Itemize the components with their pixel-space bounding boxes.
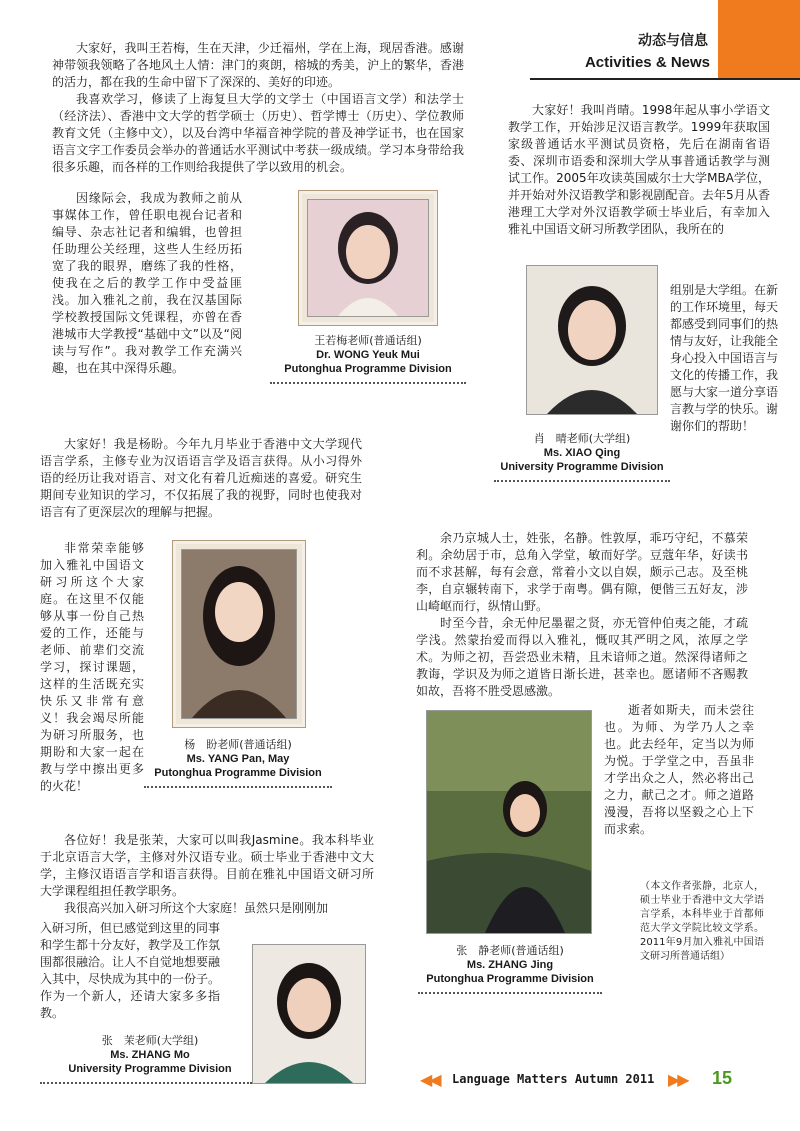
yang-caption-rule [144, 786, 332, 788]
zhangmo-intro [40, 832, 374, 917]
zhangmo-paragraph-2b: 入研习所，但已感觉到这里的同事和学生都十分友好，教学及工作氛围都很融洽。让人不自觉地想要融入其中，尽快成为其中的一份子。作为一个新人，还请大家多多指教。 [40, 921, 221, 1020]
zhangjing-caption-zh: 张 静老师(普通话组) [456, 944, 564, 957]
zhangjing-portrait [426, 710, 592, 934]
wong-portrait [307, 199, 429, 317]
header-section-zh: 动态与信息 [638, 33, 708, 49]
zhangmo-narrow-paragraph [40, 920, 220, 1022]
yang-caption-zh: 杨 盼老师(普通话组) [184, 738, 292, 751]
zhangjing-intro [416, 530, 748, 700]
wong-narrow-paragraph [52, 190, 242, 377]
wong-paragraph-2: 我喜欢学习，修读了上海复旦大学的文学士（中国语言文学）和法学士（经济法）、香港中文大学的哲学硕士（历史）、哲学博士（历史）、学位教师教育文凭（主修中文），以及台湾中华福音神学院的普及神学证书，也在国家语言文字工作委员会举办的普通话水平测试中考获一级成绩。学习本身带给我很多乐趣，而各样的工作则给我提供了学以致用的机会。 [52, 92, 464, 174]
portrait-icon [182, 550, 296, 718]
xiao-portrait [526, 265, 658, 415]
portrait-icon [527, 266, 657, 414]
xiao-caption-name: Ms. XIAO Qing [543, 447, 621, 459]
wong-caption-rule [270, 382, 466, 384]
yang-portrait [181, 549, 297, 719]
yang-caption [144, 738, 332, 780]
wong-paragraph-3: 因缘际会，我成为教师之前从事媒体工作，曾任职电视台记者和编导、杂志社记者和编辑，也曾担任助理公关经理，这些人生经历拓宽了我的眼界，磨练了我的性格，使我在之后的教学工作中受益匪浅。加入雅礼之前，我在汉基国际学校教授国际文凭课程，亦曾在香港城市大学教授“基础中文”以及“阅读与写作”。我对教学工作充满兴趣，也在其中深得乐趣。 [52, 191, 242, 375]
zhangjing-author-note: （本文作者张静，北京人，硕士毕业于香港中文大学语言学系，本科毕业于首都师范大学文学院比较文学系。2011年9月加入雅礼中国语文研习所普通话组） [640, 881, 764, 962]
zhangjing-paragraph-3: 逝者如斯夫，而未尝往也。为师、为学乃人之幸也。此去经年，定当以为师为悦。于学堂之中，吾虽非才学出众之人，然必将出己之力，献己之才。师之道路漫漫，吾将以坚毅之心上下而求索。 [604, 703, 754, 836]
xiao-caption [494, 432, 670, 474]
header-accent-block [718, 0, 800, 78]
zhangjing-caption-rule [418, 992, 602, 994]
zhangmo-portrait [252, 944, 366, 1084]
zhangmo-caption [58, 1034, 242, 1076]
yang-narrow-paragraph [40, 540, 144, 795]
xiao-paragraph-2: 组别是大学组。在新的工作环境里，每天都感受到同事们的热情与友好，让我能全身心投入中国语言与文化的传播工作，我愿与大家一道分享语言教与学的快乐。谢谢你们的帮助！ [670, 283, 779, 433]
zhangjing-caption-division: Putonghua Programme Division [426, 973, 594, 985]
wong-intro [52, 40, 464, 176]
xiao-intro [508, 102, 770, 238]
wong-paragraph-1: 大家好，我叫王若梅，生在天津，少迁福州，学在上海，现居香港。感谢神带领我领略了各地风土人情：津门的爽朗，榕城的秀美，沪上的繁华，香港的活力，都在我的生命中留下了深深的、美好的印迹。 [52, 41, 464, 89]
xiao-narrow-paragraph [670, 282, 778, 435]
zhangjing-caption-name: Ms. ZHANG Jing [466, 959, 554, 971]
yang-photo-frame [172, 540, 306, 728]
wong-caption-zh: 王若梅老师(普通话组) [314, 334, 422, 347]
zhangmo-caption-rule [40, 1082, 252, 1084]
yang-caption-division: Putonghua Programme Division [154, 767, 322, 779]
yang-caption-name: Ms. YANG Pan, May [186, 753, 290, 765]
zhangjing-paragraph-2: 时至今昔，余无仲尼墨翟之贤，亦无管仲伯夷之能，才疏学浅。然蒙抬爱而得以入雅礼，慨叹其严明之风，浓厚之学术。为师之初，吾尝恐业未精，且未谙师之道。然深得诸师之教诲，学识及为师之道皆日渐长进，甚幸也。愿诸师不吝赐教如故，吾将不胜受恩感激。 [416, 616, 748, 698]
zhangjing-caption [418, 944, 602, 986]
xiao-caption-rule [494, 480, 670, 482]
header-section-en: Activities & News [584, 54, 710, 71]
xiao-caption-division: University Programme Division [500, 461, 664, 473]
zhangjing-narrow-paragraph [604, 702, 754, 838]
zhangmo-caption-name: Ms. ZHANG Mo [110, 1049, 190, 1061]
zhangmo-paragraph-1: 各位好！我是张茉，大家可以叫我Jasmine。我本科毕业于北京语言大学，主修对外汉语专业。硕士毕业于香港中文大学，主修汉语语言学和语言获得。目前在雅礼中国语文研习所大学课程组担任教学职务。 [40, 833, 374, 898]
footer-left-arrows-icon: ◀◀ [420, 1070, 439, 1089]
wong-caption [270, 334, 466, 376]
zhangjing-paragraph-1: 余乃京城人士，姓张，名静。性敦厚，乖巧守纪，不慕荣利。余幼居于市，总角入学堂，敏而好学。豆蔻年华，好读书而不求甚解，每有会意，常着小文以自娱，颇示己志。及至桃李，自京辗转南下，求学于南粤。偶有隙，便偕三五好友，涉山崎岖而行，纵情山野。 [416, 531, 748, 613]
footer-publication: Language Matters Autumn 2011 [452, 1072, 655, 1086]
zhangmo-paragraph-2a: 我很高兴加入研习所这个大家庭！虽然只是刚刚加 [64, 901, 329, 915]
zhangmo-caption-division: University Programme Division [68, 1063, 232, 1075]
yang-paragraph-2: 非常荣幸能够加入雅礼中国语文研习所这个大家庭。在这里不仅能够从事一份自己热爱的工作，还能与老师、前辈们交流学习，探讨课题，这样的生活既充实快乐又非常有意义！我会竭尽所能为研习所服务，也期盼和大家一起在教与学中擦出更多的火花！ [40, 541, 144, 793]
footer-page-number: 15 [712, 1068, 733, 1088]
portrait-icon [427, 711, 591, 933]
xiao-caption-zh: 肖 晴老师(大学组) [533, 432, 631, 445]
portrait-icon [253, 945, 365, 1083]
yang-intro [40, 436, 362, 521]
footer-right-arrows-icon: ▶▶ [668, 1070, 687, 1089]
zhangmo-caption-zh: 张 茉老师(大学组) [101, 1034, 199, 1047]
portrait-icon [308, 200, 428, 316]
yang-paragraph-1: 大家好！我是杨盼。今年九月毕业于香港中文大学现代语言学系，主修专业为汉语语言学及语言获得。从小习得外语的经历让我对语言、对文化有着几近痴迷的喜爱。研究生期间专业知识的学习，不仅拓展了我的视野，同时也使我对语言有了更深层次的理解与把握。 [40, 437, 362, 519]
header-rule [530, 78, 800, 80]
wong-caption-division: Putonghua Programme Division [284, 363, 452, 375]
wong-photo-frame [298, 190, 438, 326]
wong-caption-name: Dr. WONG Yeuk Mui [316, 349, 420, 361]
xiao-paragraph-1: 大家好！我叫肖晴。1998年起从事小学语文教学工作，开始涉足汉语言教学。1999年获取国家级普通话水平测试员资格，先后在湖南省语委、深圳市语委和深圳大学从事普通话教学与测试工作。2005年攻读英国威尔士大学MBA学位，并开始对外汉语教学和影视剧配音。去年5月从香港理工大学对外汉语教学硕士毕业后，有幸加入雅礼中国语文研习所教学团队，我所在的 [508, 103, 770, 236]
